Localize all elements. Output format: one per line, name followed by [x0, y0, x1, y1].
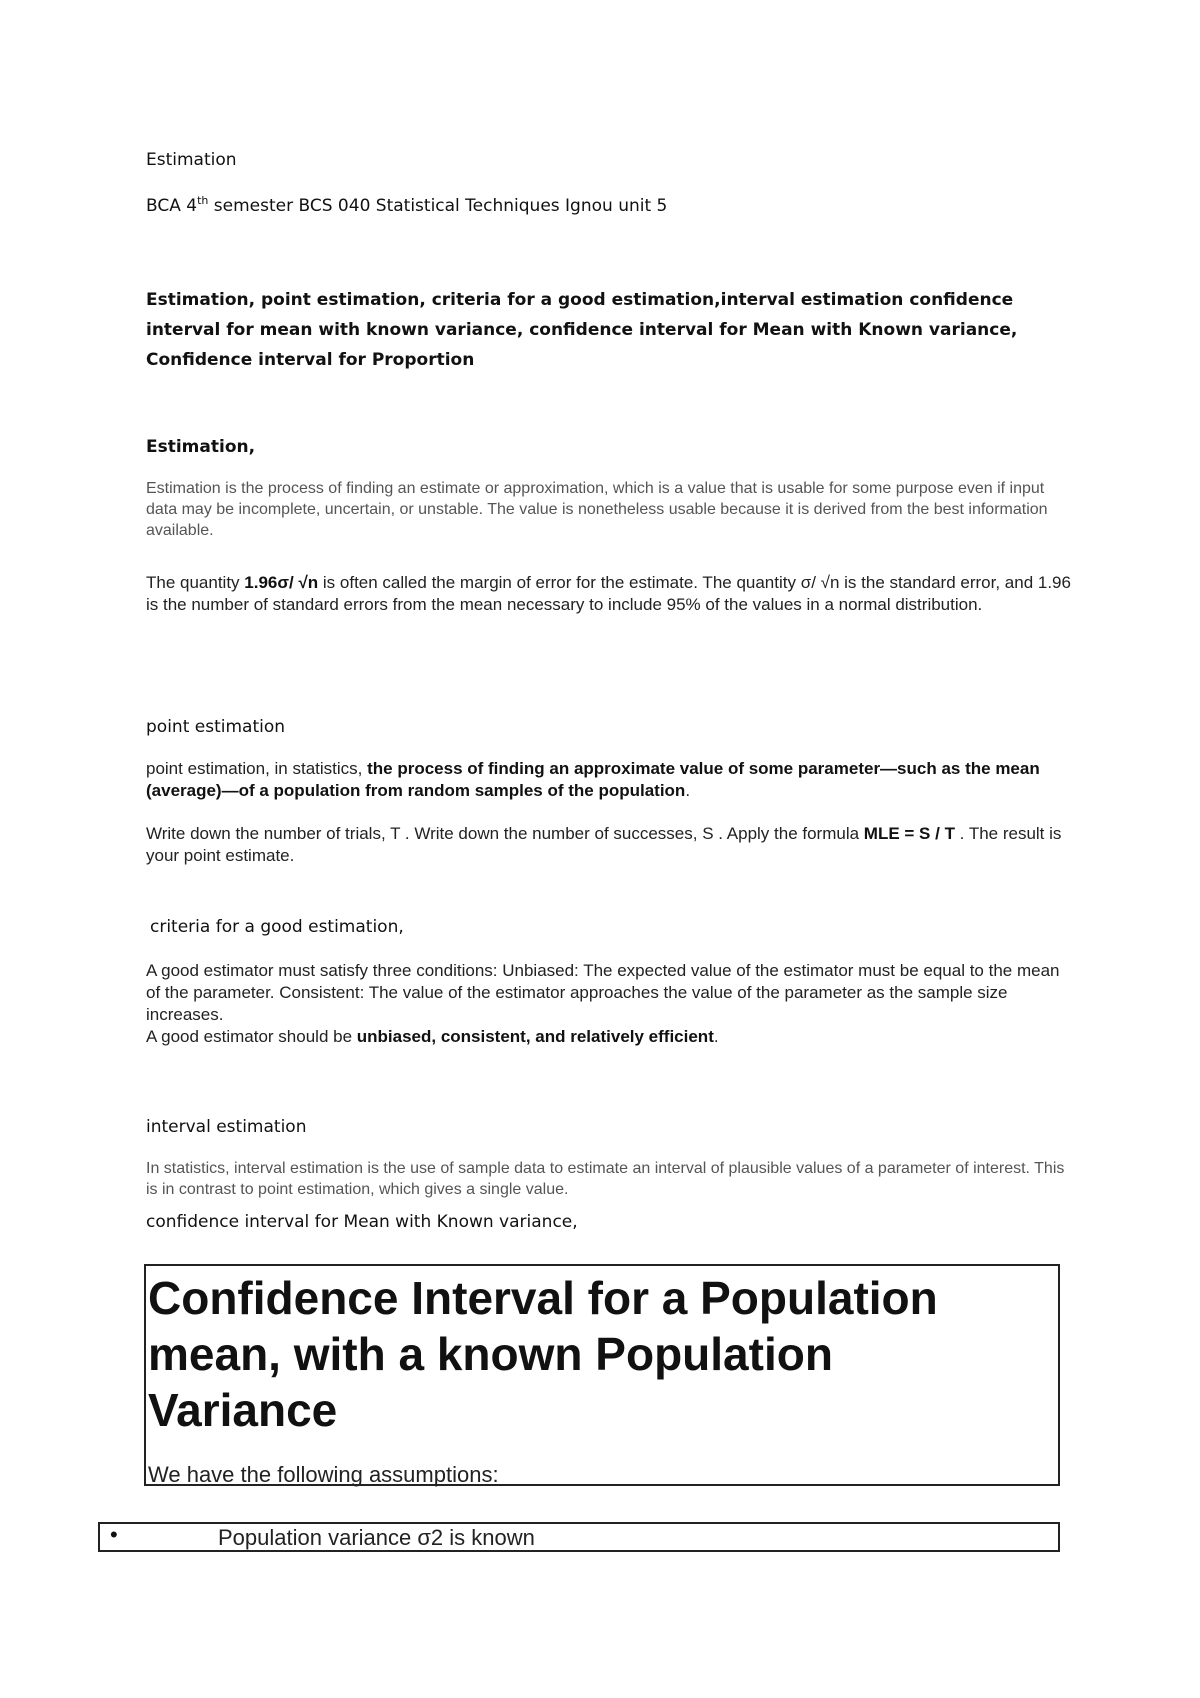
criteria-heading: criteria for a good estimation, [150, 917, 404, 937]
quantity-text-after: is often called the margin of error for the estimate. The quantity σ/ √n is the standard error, and 1.96 is the number of standard errors from the mean necessary to include 95% of the values in a normal distribution. [146, 573, 1071, 614]
subtitle-suffix: semester BCS 040 Statistical Techniques Ignou unit 5 [208, 196, 668, 216]
point-text-bold: the process of finding an approximate value of some parameter—such as the mean (average)—of a population from random samples of the population [146, 759, 1040, 800]
mle-paragraph [146, 823, 1076, 867]
document-subtitle [146, 196, 667, 216]
trials-text-after: . The result is your point estimate. [146, 824, 1062, 865]
topics-list: Estimation, point estimation, criteria for a good estimation,interval estimation confidence interval for mean with known variance, confidence interval for Mean with Known variance, Confidence interval for Proportion [146, 290, 1018, 370]
trials-text-before: Write down the number of trials, T . Write down the number of successes, S . Apply the formula [146, 824, 864, 843]
estimation-heading: Estimation, [146, 437, 256, 457]
subtitle-superscript: th [197, 194, 209, 207]
criteria-summary [146, 1026, 1076, 1048]
assumption-item: Population variance σ2 is known [218, 1525, 535, 1550]
point-estimation-heading: point estimation [146, 717, 286, 737]
criteria-summary-after: . [713, 1027, 719, 1046]
confidence-interval-title: Confidence Interval for a Population mean, with a known Population Variance [148, 1272, 938, 1436]
bullet-icon: • [110, 1522, 118, 1547]
margin-of-error-paragraph [146, 572, 1076, 616]
point-text-after: . [685, 781, 691, 800]
point-estimation-paragraph [146, 758, 1076, 802]
criteria-conditions: A good estimator must satisfy three conditions: Unbiased: The expected value of the estimator must be equal to the mean of the parameter. Consistent: The value of the estimator approaches the value of the parameter as the sample size increases. [146, 961, 1060, 1024]
estimation-paragraph: Estimation is the process of finding an estimate or approximation, which is a value that is usable for some purpose even if input data may be incomplete, uncertain, or unstable. The value is nonetheless usable because it is derived from the best information available. [146, 480, 1048, 539]
subtitle-prefix: BCA 4 [146, 196, 198, 216]
document-title: Estimation [146, 150, 237, 170]
criteria-summary-bold: unbiased, consistent, and relatively efficient [356, 1027, 714, 1046]
point-text-before: point estimation, in statistics, [146, 759, 368, 778]
confidence-interval-heading: confidence interval for Mean with Known variance, [146, 1212, 578, 1232]
interval-estimation-heading: interval estimation [146, 1117, 307, 1137]
confidence-interval-box [144, 1264, 1060, 1486]
mle-formula: MLE = S / T [863, 824, 955, 843]
assumptions-text: We have the following assumptions: [148, 1462, 499, 1487]
quantity-text-before: The quantity [146, 573, 245, 592]
criteria-summary-before: A good estimator should be [146, 1027, 357, 1046]
quantity-formula: 1.96σ/ √n [244, 573, 319, 592]
interval-estimation-paragraph: In statistics, interval estimation is the use of sample data to estimate an interval of plausible values of a parameter of interest. This is in contrast to point estimation, which gives a single value. [146, 1160, 1065, 1198]
assumption-bullet-box [98, 1522, 1060, 1552]
criteria-paragraph [146, 960, 1076, 1048]
